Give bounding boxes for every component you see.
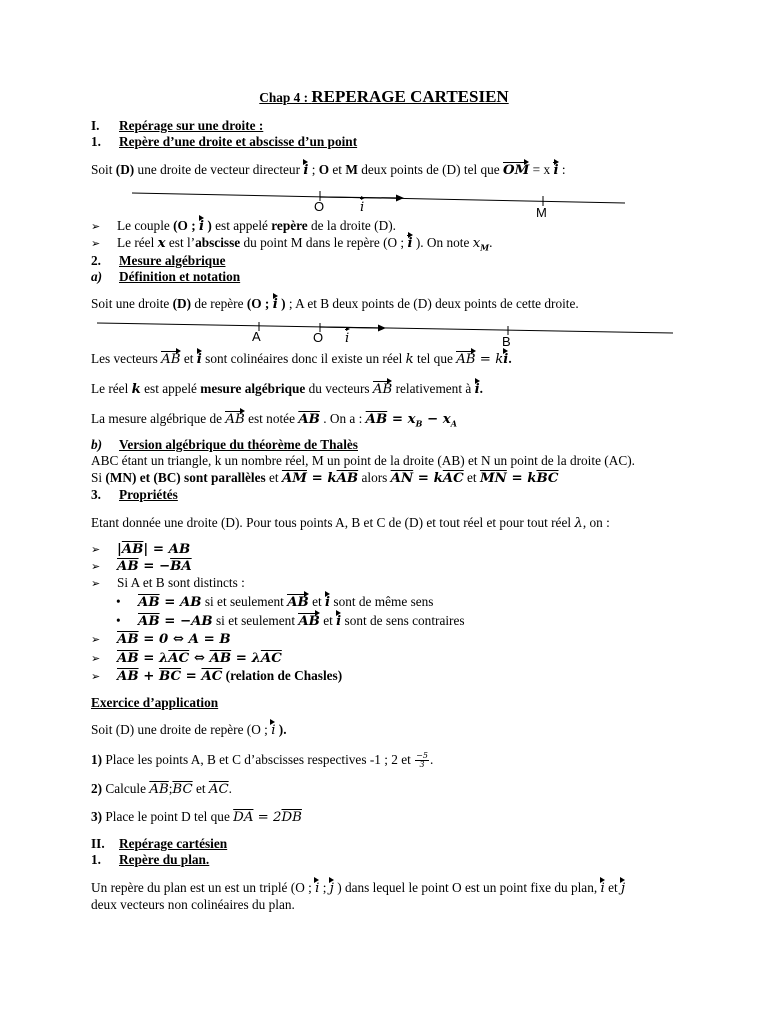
text: x [157, 236, 166, 251]
vector-i: i [600, 881, 605, 896]
paragraph-notation [91, 411, 457, 429]
text: + [138, 669, 159, 684]
text: O [318, 162, 330, 177]
text: : [558, 162, 566, 177]
text: = [306, 471, 328, 486]
title-main: REPERAGE CARTESIEN [311, 87, 509, 106]
property-2: ➢ $\overline{AB} = -\overline{BA}$ [91, 559, 192, 574]
paragraph-proprietes-intro [91, 515, 610, 533]
text: relativement à [392, 381, 475, 396]
text: . [479, 381, 483, 396]
arrow-bullet-icon: ➢ [91, 560, 101, 573]
text: . [429, 752, 434, 767]
algebraic-ab: $\overline{AB}$ [209, 651, 232, 666]
algebraic-db: $\overline{DB}$ [281, 810, 302, 825]
text: ) dans lequel le point O est un point fixe du plan, [333, 880, 601, 895]
text: Si [91, 470, 106, 485]
text: ; [308, 162, 319, 177]
vector-i: i [272, 297, 278, 312]
text: et [192, 781, 209, 796]
text: tel que [413, 351, 457, 366]
text: sont de même sens [330, 594, 434, 609]
text: et [463, 470, 480, 485]
text: = [475, 352, 496, 367]
vector-i: i [474, 382, 480, 397]
question-number: 1) [91, 752, 103, 767]
algebraic-ac: $\overline{AC}$ [260, 651, 282, 666]
text: = [181, 669, 202, 684]
property-6-chasles [91, 668, 342, 686]
dot-bullet-icon: • [116, 613, 121, 628]
paragraph-thales-2 [91, 470, 559, 488]
property-5 [91, 650, 282, 668]
text: si et seulement [201, 594, 288, 609]
text: Soit (D) une droite de repère (O ; [91, 722, 272, 737]
text: M [345, 162, 358, 177]
text: ). On note [412, 235, 473, 250]
vector-om: OM [503, 163, 530, 178]
text: Calcule [102, 781, 150, 796]
text: ; A et B deux points de (D) deux points de cette droite. [285, 296, 579, 311]
text: = [159, 595, 180, 610]
algebraic-ac: $\overline{AC}$ [168, 651, 190, 666]
arrow-bullet-icon: ➢ [91, 577, 101, 590]
subsection-3-heading [91, 487, 178, 504]
arrow-bullet-icon: ➢ [91, 543, 101, 556]
text: (D) [172, 296, 192, 311]
label-o: O [314, 199, 325, 214]
text: = 2 [253, 810, 282, 825]
text: . [508, 351, 512, 366]
subsection-2a-title: Définition et notation [119, 269, 241, 284]
text: et [329, 162, 346, 177]
arrow-bullet-icon: ➢ [91, 237, 101, 250]
algebraic-ac: $\overline{AC}$ [442, 471, 464, 486]
arrow-bullet-icon: ➢ [91, 652, 101, 665]
text: AB [191, 614, 213, 629]
algebraic-ab: $\overline{AB}$ [117, 669, 139, 684]
text: (O ; [173, 218, 199, 233]
text: ). [275, 722, 287, 737]
subsection-2-title: Mesure algébrique [119, 253, 226, 268]
text: λ [574, 516, 583, 531]
text: x [407, 412, 416, 427]
vector-i: i [325, 595, 331, 610]
text: du point M dans le repère (O ; [240, 235, 408, 250]
algebraic-da: $\overline{DA}$ [233, 810, 254, 825]
arrow-bullet-icon: ➢ [91, 220, 101, 233]
vector-ab: AB [298, 614, 320, 629]
text: de la droite (D). [307, 218, 396, 233]
section-1-number: I. [91, 118, 100, 133]
exercise-question-1 [91, 752, 433, 769]
text: Si A et B sont distincts : [117, 575, 245, 590]
text: Le réel [91, 381, 132, 396]
algebraic-ab: $\overline{AB}$ [149, 782, 169, 797]
vector-i: i [336, 614, 342, 629]
vector-i: i [303, 163, 309, 178]
text: sont colinéaires donc il existe un réel [201, 351, 406, 366]
text: La mesure algébrique de [91, 411, 226, 426]
algebraic-ab: $\overline{AB}$ [298, 412, 320, 427]
text: AB [179, 595, 202, 610]
fraction [415, 752, 429, 769]
text: abscisse [195, 235, 241, 250]
text: de repère [191, 296, 247, 311]
algebraic-ba: $\overline{BA}$ [170, 559, 192, 574]
label-o: O [313, 330, 324, 345]
text: alors [358, 470, 391, 485]
text: A = B [188, 632, 231, 647]
text: = − [159, 614, 192, 629]
vector-i: i [360, 200, 365, 215]
text: . [489, 235, 493, 250]
label-m: M [536, 205, 547, 220]
algebraic-mn: $\overline{MN}$ [479, 471, 507, 486]
text: Le couple [117, 218, 174, 233]
algebraic-bc: $\overline{BC}$ [172, 782, 193, 797]
subsection-2b-title: Version algébrique du théorème de Thalès [119, 437, 358, 452]
text: B [415, 418, 423, 429]
text: (D) [115, 162, 135, 177]
text: k [527, 471, 537, 486]
section-2-title: Repérage cartésien [119, 836, 228, 851]
algebraic-ab: $\overline{AB}$ [117, 632, 139, 647]
arrow-head [378, 325, 386, 332]
text: et [308, 594, 326, 609]
vector-ab: AB [225, 412, 245, 427]
text: k [405, 352, 414, 367]
vector-j: j [621, 881, 626, 896]
text: = x [529, 162, 554, 177]
paragraph-repere-plan-2: deux vecteurs non colinéaires du plan. [91, 897, 295, 912]
numerator: −5 [416, 751, 428, 761]
vector-i: i [196, 352, 202, 367]
algebraic-bc: $\overline{BC}$ [536, 471, 559, 486]
text: Les vecteurs [91, 351, 162, 366]
algebraic-ab: $\overline{AB}$ [138, 614, 160, 629]
algebraic-bc: $\overline{BC}$ [158, 669, 182, 684]
vector-j: j [329, 881, 334, 896]
text: et [265, 470, 282, 485]
text: A [450, 418, 457, 429]
vector-i: i [271, 723, 276, 738]
section-1-title: Repérage sur une droite : [119, 118, 264, 133]
subsection-3-number: 3. [91, 487, 101, 502]
text: est l’ [165, 235, 196, 250]
text: Un repère du plan est un est un triplé (O ; [91, 880, 316, 895]
property-1: ➢ $|\overline{AB}|$ = AB [91, 542, 191, 557]
text: du vecteurs [305, 381, 373, 396]
algebraic-ac: $\overline{AC}$ [201, 669, 223, 684]
subsection-2-number: 2. [91, 253, 101, 268]
text: x [472, 236, 481, 251]
subsection-2b-heading [91, 437, 358, 454]
text: . [228, 781, 232, 796]
algebraic-ac: $\overline{AC}$ [208, 782, 229, 797]
text: est appelé [211, 218, 272, 233]
vector-i: i [553, 163, 559, 178]
text: . On a : [319, 411, 366, 426]
exercise-title: Exercice d’application [91, 695, 219, 710]
vector-ab: AB [456, 352, 476, 367]
text: − [422, 412, 443, 427]
subsection-ii-1-title: Repère du plan. [119, 852, 210, 867]
text: et [319, 613, 337, 628]
subsection-2a-number: a) [91, 269, 103, 284]
label-a: A [252, 329, 261, 344]
vector-i: i [315, 881, 320, 896]
text: si et seulement [212, 613, 299, 628]
text: k [131, 382, 141, 397]
property-3b [116, 613, 465, 631]
subsection-3-title: Propriétés [119, 487, 178, 502]
text: Etant donnée une droite (D). Pour tous points A, B et C de (D) et tout réel et pour tout réel [91, 515, 575, 530]
section-2-heading [91, 836, 227, 853]
text: = λ [138, 651, 169, 666]
text: k [495, 352, 504, 367]
vector-i: i [407, 236, 413, 251]
text: ; [168, 781, 173, 796]
text: et [604, 880, 622, 895]
question-number: 3) [91, 809, 103, 824]
subsection-1-number: 1. [91, 134, 101, 149]
algebraic-an: $\overline{AN}$ [390, 471, 414, 486]
text: Soit une droite [91, 296, 173, 311]
text: (relation de Chasles) [222, 668, 343, 683]
question-number: 2) [91, 781, 103, 796]
text: , on : [582, 515, 610, 530]
vector-i: i [198, 219, 205, 234]
text: ; [319, 880, 330, 895]
text: x [442, 412, 451, 427]
paragraph-mesure-algebrique [91, 381, 483, 399]
text: ) [277, 296, 286, 311]
text: une droite de vecteur directeur [134, 162, 304, 177]
algebraic-ab: $\overline{AB}$ [365, 412, 388, 427]
text: M [480, 242, 490, 253]
section-2-number: II. [91, 836, 105, 851]
vector-i: i [503, 352, 509, 367]
paragraph-repere-plan-1 [91, 880, 625, 898]
text: = [413, 471, 434, 486]
text: est notée [244, 411, 299, 426]
text: (O ; [246, 296, 273, 311]
label-vector-i [345, 331, 349, 348]
property-3 [91, 575, 245, 592]
vector-ab: AB [161, 352, 181, 367]
text: Place les points A, B et C d’abscisses respectives -1 ; 2 et [102, 752, 415, 767]
denominator: 3 [419, 760, 425, 770]
subsection-1-title: Repère d’une droite et abscisse d’un point [119, 134, 358, 149]
text: = λ [231, 651, 261, 666]
text: mesure algébrique [200, 381, 306, 396]
property-4 [91, 631, 231, 649]
algebraic-ab: $\overline{AB}$ [117, 651, 139, 666]
subsection-ii-1-number: 1. [91, 852, 101, 867]
text: ⇔ [189, 651, 210, 666]
text: = [506, 471, 528, 486]
exercise-question-3 [91, 809, 302, 827]
vector-ab: AB [287, 595, 309, 610]
exercise-question-2 [91, 781, 232, 799]
algebraic-ab: $\overline{AB}$ [138, 595, 160, 610]
text: Soit [91, 162, 116, 177]
text: Place le point D tel que [102, 809, 234, 824]
subsection-ii-1-heading [91, 852, 209, 869]
exercise-intro [91, 722, 287, 740]
text: = 0 ⇔ [138, 632, 189, 647]
paragraph-colineaires [91, 351, 512, 369]
text: k [433, 471, 443, 486]
text: repère [271, 218, 308, 233]
arrow-bullet-icon: ➢ [91, 633, 101, 646]
text: k [327, 471, 337, 486]
label-b: B [502, 334, 511, 349]
dot-bullet-icon: • [116, 594, 121, 609]
vector-i: i [345, 331, 350, 346]
text: deux points de (D) tel que [357, 162, 504, 177]
text: (MN) et (BC) sont parallèles [105, 470, 266, 485]
property-3a [116, 594, 433, 612]
text: et [180, 351, 197, 366]
text: Le réel [117, 235, 158, 250]
text: AB [168, 542, 191, 557]
algebraic-ab: $\overline{AB}$ [117, 559, 139, 574]
paragraph-thales-1: ABC étant un triangle, k un nombre réel, M un point de la droite (AB) et N un point de la droite (AC). [91, 453, 635, 468]
text: sont de sens contraires [341, 613, 465, 628]
text: est appelé [140, 381, 201, 396]
title-prefix: Chap 4 : [259, 90, 309, 105]
text: ) [204, 218, 212, 233]
algebraic-am: $\overline{AM}$ [281, 471, 307, 486]
arrow-bullet-icon: ➢ [91, 670, 101, 683]
algebraic-ab: $\overline{AB}$ [121, 542, 144, 557]
text: = [387, 412, 408, 427]
algebraic-ab: $\overline{AB}$ [336, 471, 359, 486]
vector-ab: AB [372, 382, 393, 397]
subsection-2b-number: b) [91, 437, 103, 452]
